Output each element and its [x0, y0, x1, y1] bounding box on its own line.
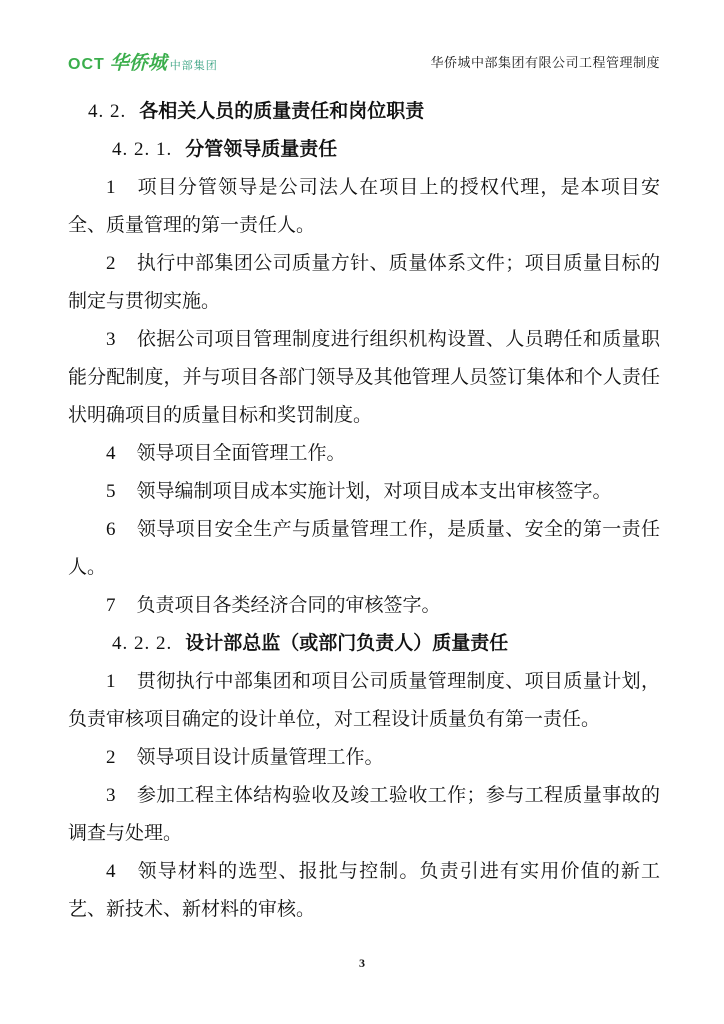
item-number: 4: [106, 861, 116, 882]
item-text: 领导材料的选型、报批与控制。负责引进有实用价值的新工艺、新技术、新材料的审核。: [68, 861, 660, 920]
subsection-number: 4. 2. 1.: [112, 139, 173, 160]
item-number: 3: [106, 329, 116, 350]
list-item: [68, 663, 660, 739]
logo-group-text: 中部集团: [169, 59, 218, 72]
list-item: [68, 245, 660, 321]
item-number: 4: [106, 443, 116, 464]
item-text: 贯彻执行中部集团和项目公司质量管理制度、项目质量计划，负责审核项目确定的设计单位，对工程设计质量负有第一责任。: [68, 671, 660, 730]
document-body: [68, 93, 660, 929]
page-header: [68, 46, 660, 76]
item-text: 领导项目安全生产与质量管理工作，是质量、安全的第一责任人。: [68, 519, 660, 578]
item-text: 执行中部集团公司质量方针、质量体系文件；项目质量目标的制定与贯彻实施。: [68, 253, 660, 312]
item-text: 领导编制项目成本实施计划，对项目成本支出审核签字。: [136, 481, 612, 502]
item-text: 参加工程主体结构验收及竣工验收工作；参与工程质量事故的调查与处理。: [68, 785, 660, 844]
item-text: 负责项目各类经济合同的审核签字。: [136, 595, 441, 616]
subsection-title: 设计部总监（或部门负责人）质量责任: [185, 633, 509, 654]
item-number: 1: [106, 671, 116, 692]
subsection-title: 分管领导质量责任: [185, 139, 338, 160]
section-heading: [68, 93, 660, 131]
list-item: [68, 321, 660, 435]
item-text: 领导项目设计质量管理工作。: [136, 747, 384, 768]
header-doc-title: 华侨城中部集团有限公司工程管理制度: [430, 54, 660, 70]
item-number: 3: [106, 785, 116, 806]
list-item: [68, 169, 660, 245]
item-text: 依据公司项目管理制度进行组织机构设置、人员聘任和质量职能分配制度，并与项目各部门领导及其他管理人员签订集体和个人责任状明确项目的质量目标和奖罚制度。: [68, 329, 660, 426]
item-number: 1: [106, 177, 116, 198]
item-text: 项目分管领导是公司法人在项目上的授权代理，是本项目安全、质量管理的第一责任人。: [68, 177, 660, 236]
item-number: 6: [106, 519, 116, 540]
list-item: [68, 777, 660, 853]
subsection-number: 4. 2. 2.: [112, 633, 173, 654]
list-item: [68, 473, 660, 511]
subsection-heading: [68, 625, 660, 663]
list-item: [68, 739, 660, 777]
list-item: [68, 587, 660, 625]
list-item: [68, 435, 660, 473]
list-item: [68, 853, 660, 929]
item-number: 2: [106, 747, 116, 768]
section-title: 各相关人员的质量责任和岗位职责: [139, 101, 425, 122]
item-text: 领导项目全面管理工作。: [136, 443, 346, 464]
section-number: 4. 2.: [88, 101, 127, 122]
logo-oct-text: OCT: [68, 55, 105, 73]
item-number: 5: [106, 481, 116, 502]
list-item: [68, 511, 660, 587]
item-number: 7: [106, 595, 116, 616]
subsection-heading: [68, 131, 660, 169]
page-number: 3: [359, 956, 365, 970]
page-footer: [0, 954, 724, 972]
company-logo: [68, 48, 218, 75]
logo-script-text: 华侨城: [109, 52, 167, 74]
item-number: 2: [106, 253, 116, 274]
